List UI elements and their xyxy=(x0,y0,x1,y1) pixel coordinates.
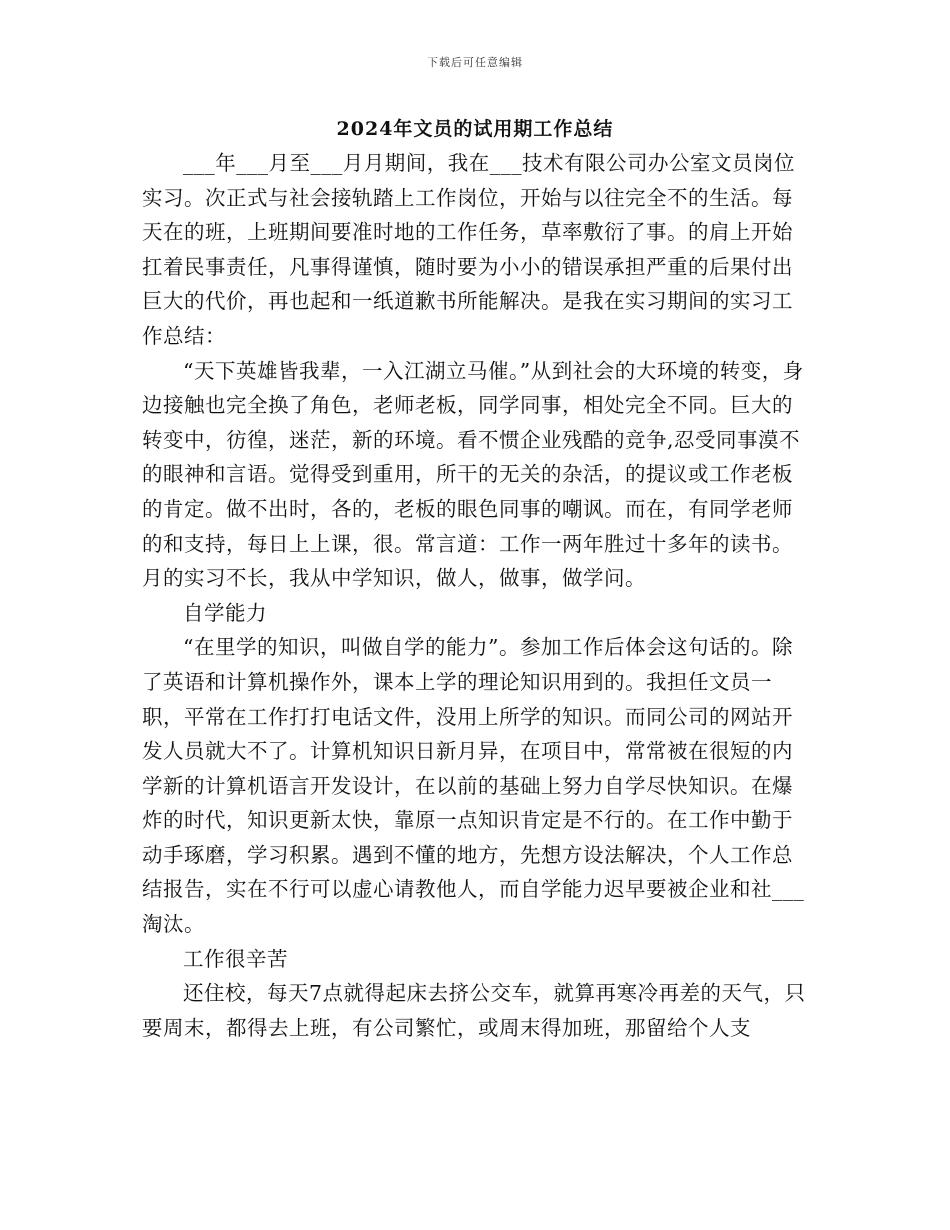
page-header-note: 下载后可任意编辑 xyxy=(427,56,523,69)
paragraph-self-study: “在里学的知识，叫做自学的能力”。参加工作后体会这句话的。除了英语和计算机操作外，课本上学的理论知识用到的。我担任文员一职，平常在工作打打电话文件，没用上所学的知识。而同公司的网站开发人员就大不了。计算机知识日新月异，在项目中，常常被在很短的内学新的计算机语言开发设计，在以前的基础上努力自学尽快知识。在爆炸的时代，知识更新太快，靠原一点知识肯定是不行的。在工作中勤于动手琢磨，学习积累。遇到不懂的地方，先想方设法解决，个人工作总结报告，实在不行可以虚心请教他人，而自学能力迟早要被企业和社___淘汰。 xyxy=(142,635,805,937)
section-heading-self-study: 自学能力 xyxy=(183,600,267,625)
document-title: 2024年文员的试用期工作总结 xyxy=(336,118,614,140)
paragraph-transition: “天下英雄皆我辈，一入江湖立马催。”从到社会的大环境的转变，身边接触也完全换了角色，老师老板，同学同事，相处完全不同。巨大的转变中，彷徨，迷茫，新的环境。看不惯企业残酷的竞争,忍受同事漠不的眼神和言语。觉得受到重用，所干的无关的杂活，的提议或工作老板的肯定。做不出时，各的，老板的眼色同事的嘲讽。而在，有同学老师的和支持，每日上上课，很。常言道：工作一两年胜过十多年的读书。月的实习不长，我从中学知识，做人，做事，做学问。 xyxy=(142,358,804,591)
section-heading-hard-work: 工作很辛苦 xyxy=(183,946,288,971)
document-body xyxy=(142,146,808,1045)
paragraph-hard-work: 还住校，每天7点就得起床去挤公交车，就算再寒冷再差的天气，只要周末，都得去上班，有公司繁忙，或周末得加班，那留给个人支 xyxy=(142,981,806,1040)
intro-paragraph: ___年___月至___月月期间，我在___技术有限公司办公室文员岗位实习。次正式与社会接轨踏上工作岗位，开始与以往完全不的生活。每天在的班，上班期间要准时地的工作任务，草率敷衍了事。的肩上开始扛着民事责任，凡事得谨慎，随时要为小小的错误承担严重的后果付出巨大的代价，再也起和一纸道歉书所能解决。是我在实习期间的实习工作总结： xyxy=(142,151,795,348)
